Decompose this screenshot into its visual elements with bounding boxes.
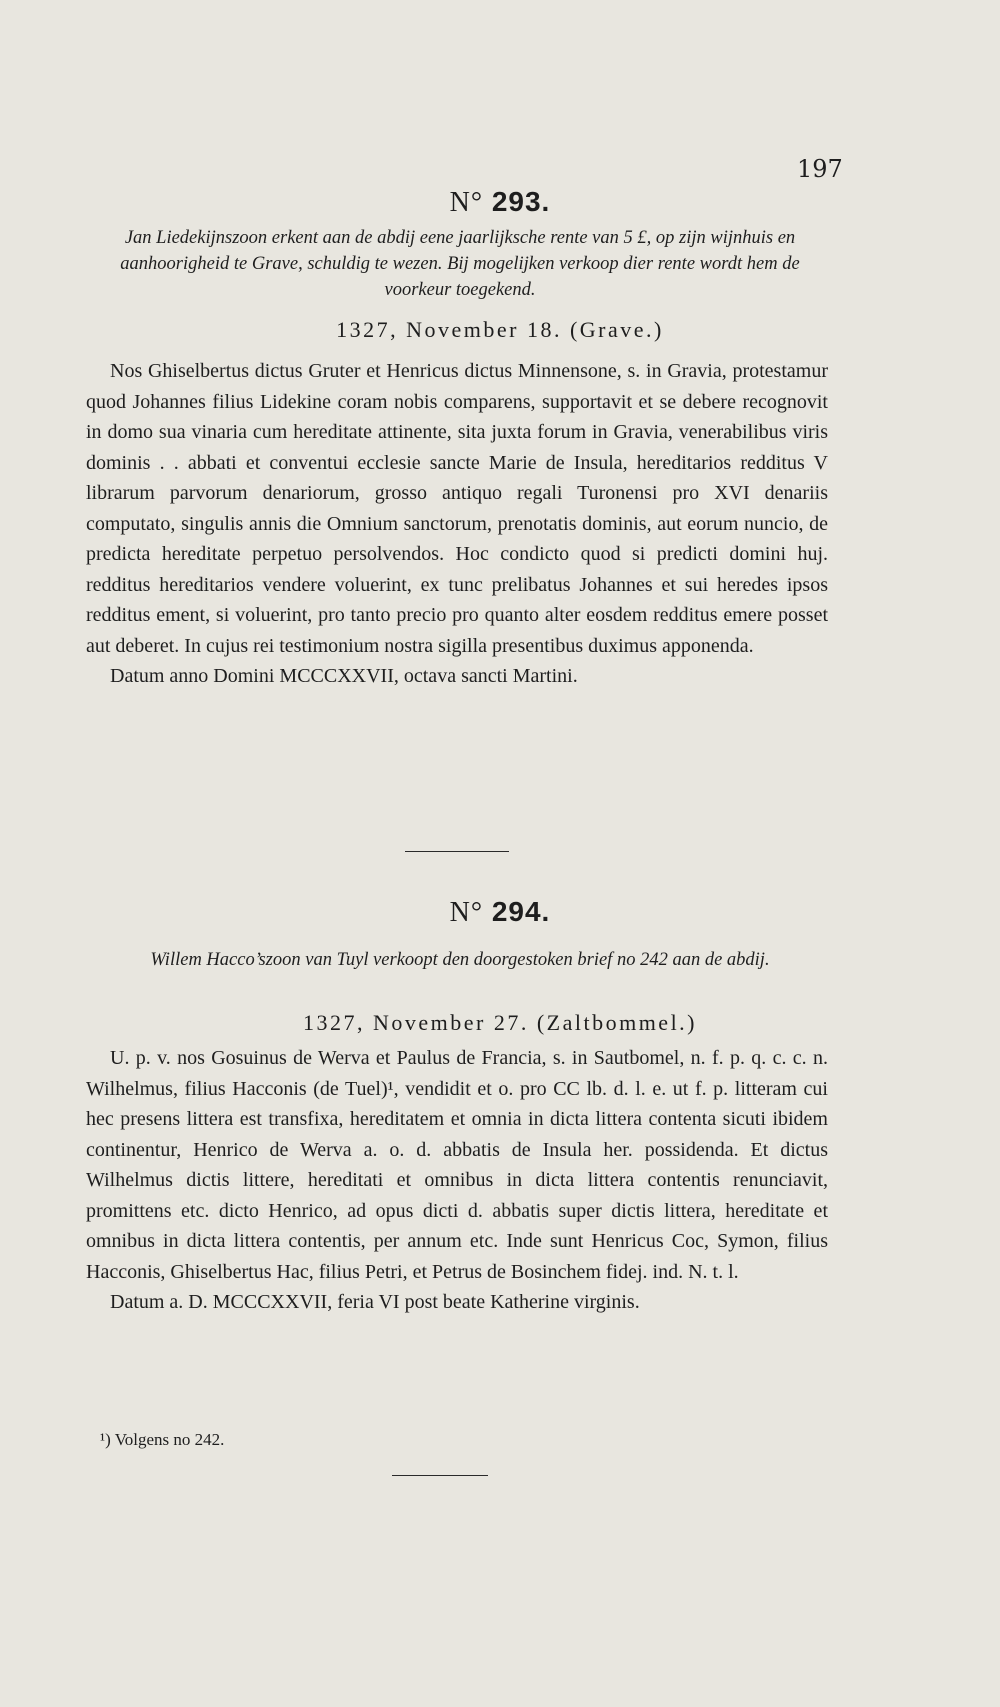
entry-number-prefix: N° xyxy=(449,897,484,928)
entry-number-294 xyxy=(0,896,1000,929)
entry-date-294: 1327, November 27. (Zaltbommel.) xyxy=(302,1010,698,1035)
entry-number-value: 294. xyxy=(491,896,551,927)
entry-number-value: 293. xyxy=(491,186,551,217)
page-number: 197 xyxy=(797,155,843,183)
entry-text-293 xyxy=(86,356,828,692)
entry-datum-294: Datum a. D. MCCCXXVII, feria VI post beate Katherine virginis. xyxy=(110,1291,640,1313)
entry-date-293: 1327, November 18. (Grave.) xyxy=(336,317,664,342)
entry-number-prefix: N° xyxy=(449,187,484,218)
entry-datum-293: Datum anno Domini MCCCXXVII, octava sancti Martini. xyxy=(110,665,578,687)
footer-divider xyxy=(392,1475,488,1476)
entry-body-294: U. p. v. nos Gosuinus de Werva et Paulus de Francia, s. in Sautbomel, n. f. p. q. c. c. n. Wilhelmus, filius Hacconis (de Tuel)¹, vendidit et o. pro CC lb. d. l. e. ut f. p. litteram cui hec presens littera est transfixa, hereditatem et omnia in dicta littera contenta sicuti ibidem continentur, Henrico de Werva a. o. d. abbatis de Insula her. possidenda. Et dictus Wilhelmus dictis littere, hereditati et omnibus in dicta littera contentis renunciavit, promittens etc. dicto Henrico, ad opus dicti d. abbatis super dictis littera, hereditate et omnibus in dicta littera contentis, per annum etc. Inde sunt Henricus Coc, Symon, filius Hacconis, Ghiselbertus Hac, filius Petri, et Petrus de Bosinchem fidej. ind. N. t. l. xyxy=(86,1047,828,1283)
entry-summary-293: Jan Liedekijnszoon erkent aan de abdij eene jaarlijksche rente van 5 £, op zijn wijnhuis en aanhoorigheid te Grave, schuldig te wezen. Bij mogelijken verkoop dier rente wordt hem de voorkeur toegekend. xyxy=(120,228,800,300)
entry-body-293: Nos Ghiselbertus dictus Gruter et Henricus dictus Minnensone, s. in Gravia, protestamur quod Johannes filius Lidekine coram nobis comparens, supportavit et se debere recognovit in domo sua vinaria cum hereditate attinente, sita juxta forum in Gravia, venerabilibus viris dominis . . abbati et conventui ecclesie sancte Marie de Insula, hereditarios redditus V librarum parvorum denariorum, grosso antiquo regali Turonensi pro XVI denariis computato, singulis annis die Omnium sanctorum, prenotatis dominis, aut eorum nuncio, de predicta hereditate perpetuo persolvendos. Hoc condicto quod si predicti domini huj. redditus hereditarios vendere voluerint, ex tunc prelibatus Johannes et sui heredes ipsos redditus ement, si voluerint, pro tanto precio pro quanto alter eosdem redditus emere posset aut deberet. In cujus rei testimonium nostra sigilla presentibus duximus apponenda. xyxy=(86,360,828,657)
entry-text-294 xyxy=(86,1043,828,1318)
entry-summary-294: Willem Hacco’szoon van Tuyl verkoopt den doorgestoken brief no 242 aan de abdij. xyxy=(150,950,770,970)
section-divider xyxy=(405,851,509,852)
entry-number-293 xyxy=(0,186,1000,219)
footnote: ¹) Volgens no 242. xyxy=(100,1430,225,1449)
